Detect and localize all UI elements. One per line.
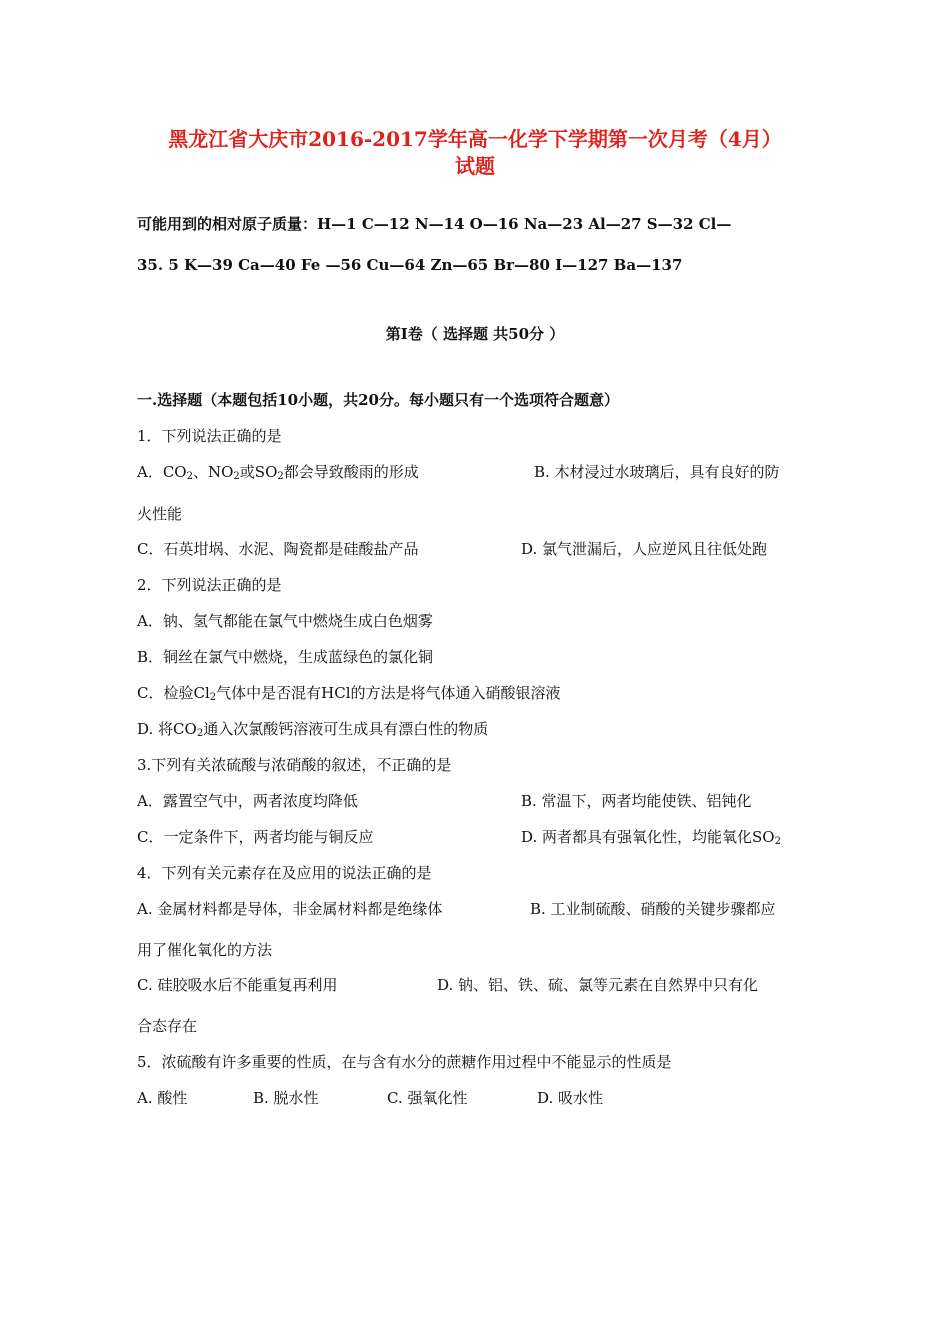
- q4-option-d-continued: 合态存在: [137, 1017, 198, 1035]
- q1-option-d: D. 氯气泄漏后，人应逆风且往低处跑: [521, 540, 768, 558]
- q4-option-b: B. 工业制硫酸、硝酸的关键步骤都应: [530, 900, 776, 918]
- q4-stem: 4．下列有关元素存在及应用的说法正确的是: [137, 864, 432, 882]
- q2-stem: 2．下列说法正确的是: [137, 576, 282, 594]
- part1-heading: 一.选择题（本题包括10小题，共20分。每小题只有一个选项符合题意）: [137, 391, 619, 409]
- atomic-masses-line2: 35. 5 K—39 Ca—40 Fe —56 Cu—64 Zn—65 Br—80 I—127 Ba—137: [137, 256, 683, 274]
- q2-option-d: D. 将$CO_2$通入次氯酸钙溶液可生成具有漂白性的物质: [137, 720, 489, 739]
- q4-option-a: A. 金属材料都是导体，非金属材料都是绝缘体: [137, 900, 443, 918]
- q2-option-a: A．钠、氢气都能在氯气中燃烧生成白色烟雾: [137, 612, 433, 630]
- q5-stem: 5．浓硫酸有许多重要的性质，在与含有水分的蔗糖作用过程中不能显示的性质是: [137, 1053, 672, 1071]
- q1-stem: 1．下列说法正确的是: [137, 427, 282, 445]
- q1-option-c: C．石英坩埚、水泥、陶瓷都是硅酸盐产品: [137, 540, 419, 558]
- q1-option-b-continued: 火性能: [137, 505, 183, 523]
- q5-option-d: D. 吸水性: [537, 1089, 604, 1107]
- q3-option-c: C．一定条件下，两者均能与铜反应: [137, 828, 374, 846]
- q5-option-c: C. 强氧化性: [387, 1089, 468, 1107]
- exam-title-line2: 试题: [455, 154, 495, 178]
- q4-option-d: D. 钠、铝、铁、硫、氯等元素在自然界中只有化: [437, 976, 759, 994]
- exam-title-line1: 黑龙江省大庆市2016-2017学年高一化学下学期第一次月考（4月）: [168, 127, 782, 151]
- q3-option-a: A．露置空气中，两者浓度均降低: [137, 792, 358, 810]
- q4-option-c: C. 硅胶吸水后不能重复再利用: [137, 976, 338, 994]
- q5-option-a: A. 酸性: [137, 1089, 188, 1107]
- q3-option-d: D. 两者都具有强氧化性，均能氧化$SO_2$: [521, 828, 781, 847]
- q5-option-b: B. 脱水性: [253, 1089, 319, 1107]
- q1-option-a: A．$CO_2$、$NO_2$或$SO_2$都会导致酸雨的形成: [137, 463, 419, 482]
- q2-option-b: B．铜丝在氯气中燃烧，生成蓝绿色的氯化铜: [137, 648, 434, 666]
- q2-option-c: C．检验$Cl_2$气体中是否混有HCl的方法是将气体通入硝酸银溶液: [137, 684, 561, 703]
- q3-stem: 3.下列有关浓硫酸与浓硝酸的叙述，不正确的是: [137, 756, 452, 774]
- atomic-masses-line1: 可能用到的相对原子质量：H—1 C—12 N—14 O—16 Na—23 Al—27 S—32 Cl—: [137, 215, 732, 233]
- q4-option-b-continued: 用了催化氧化的方法: [137, 941, 273, 959]
- q1-option-b: B. 木材浸过水玻璃后，具有良好的防: [534, 463, 780, 481]
- section-header: 第Ⅰ卷（ 选择题 共50分 ）: [385, 325, 565, 343]
- q3-option-b: B. 常温下，两者均能使铁、铝钝化: [521, 792, 752, 810]
